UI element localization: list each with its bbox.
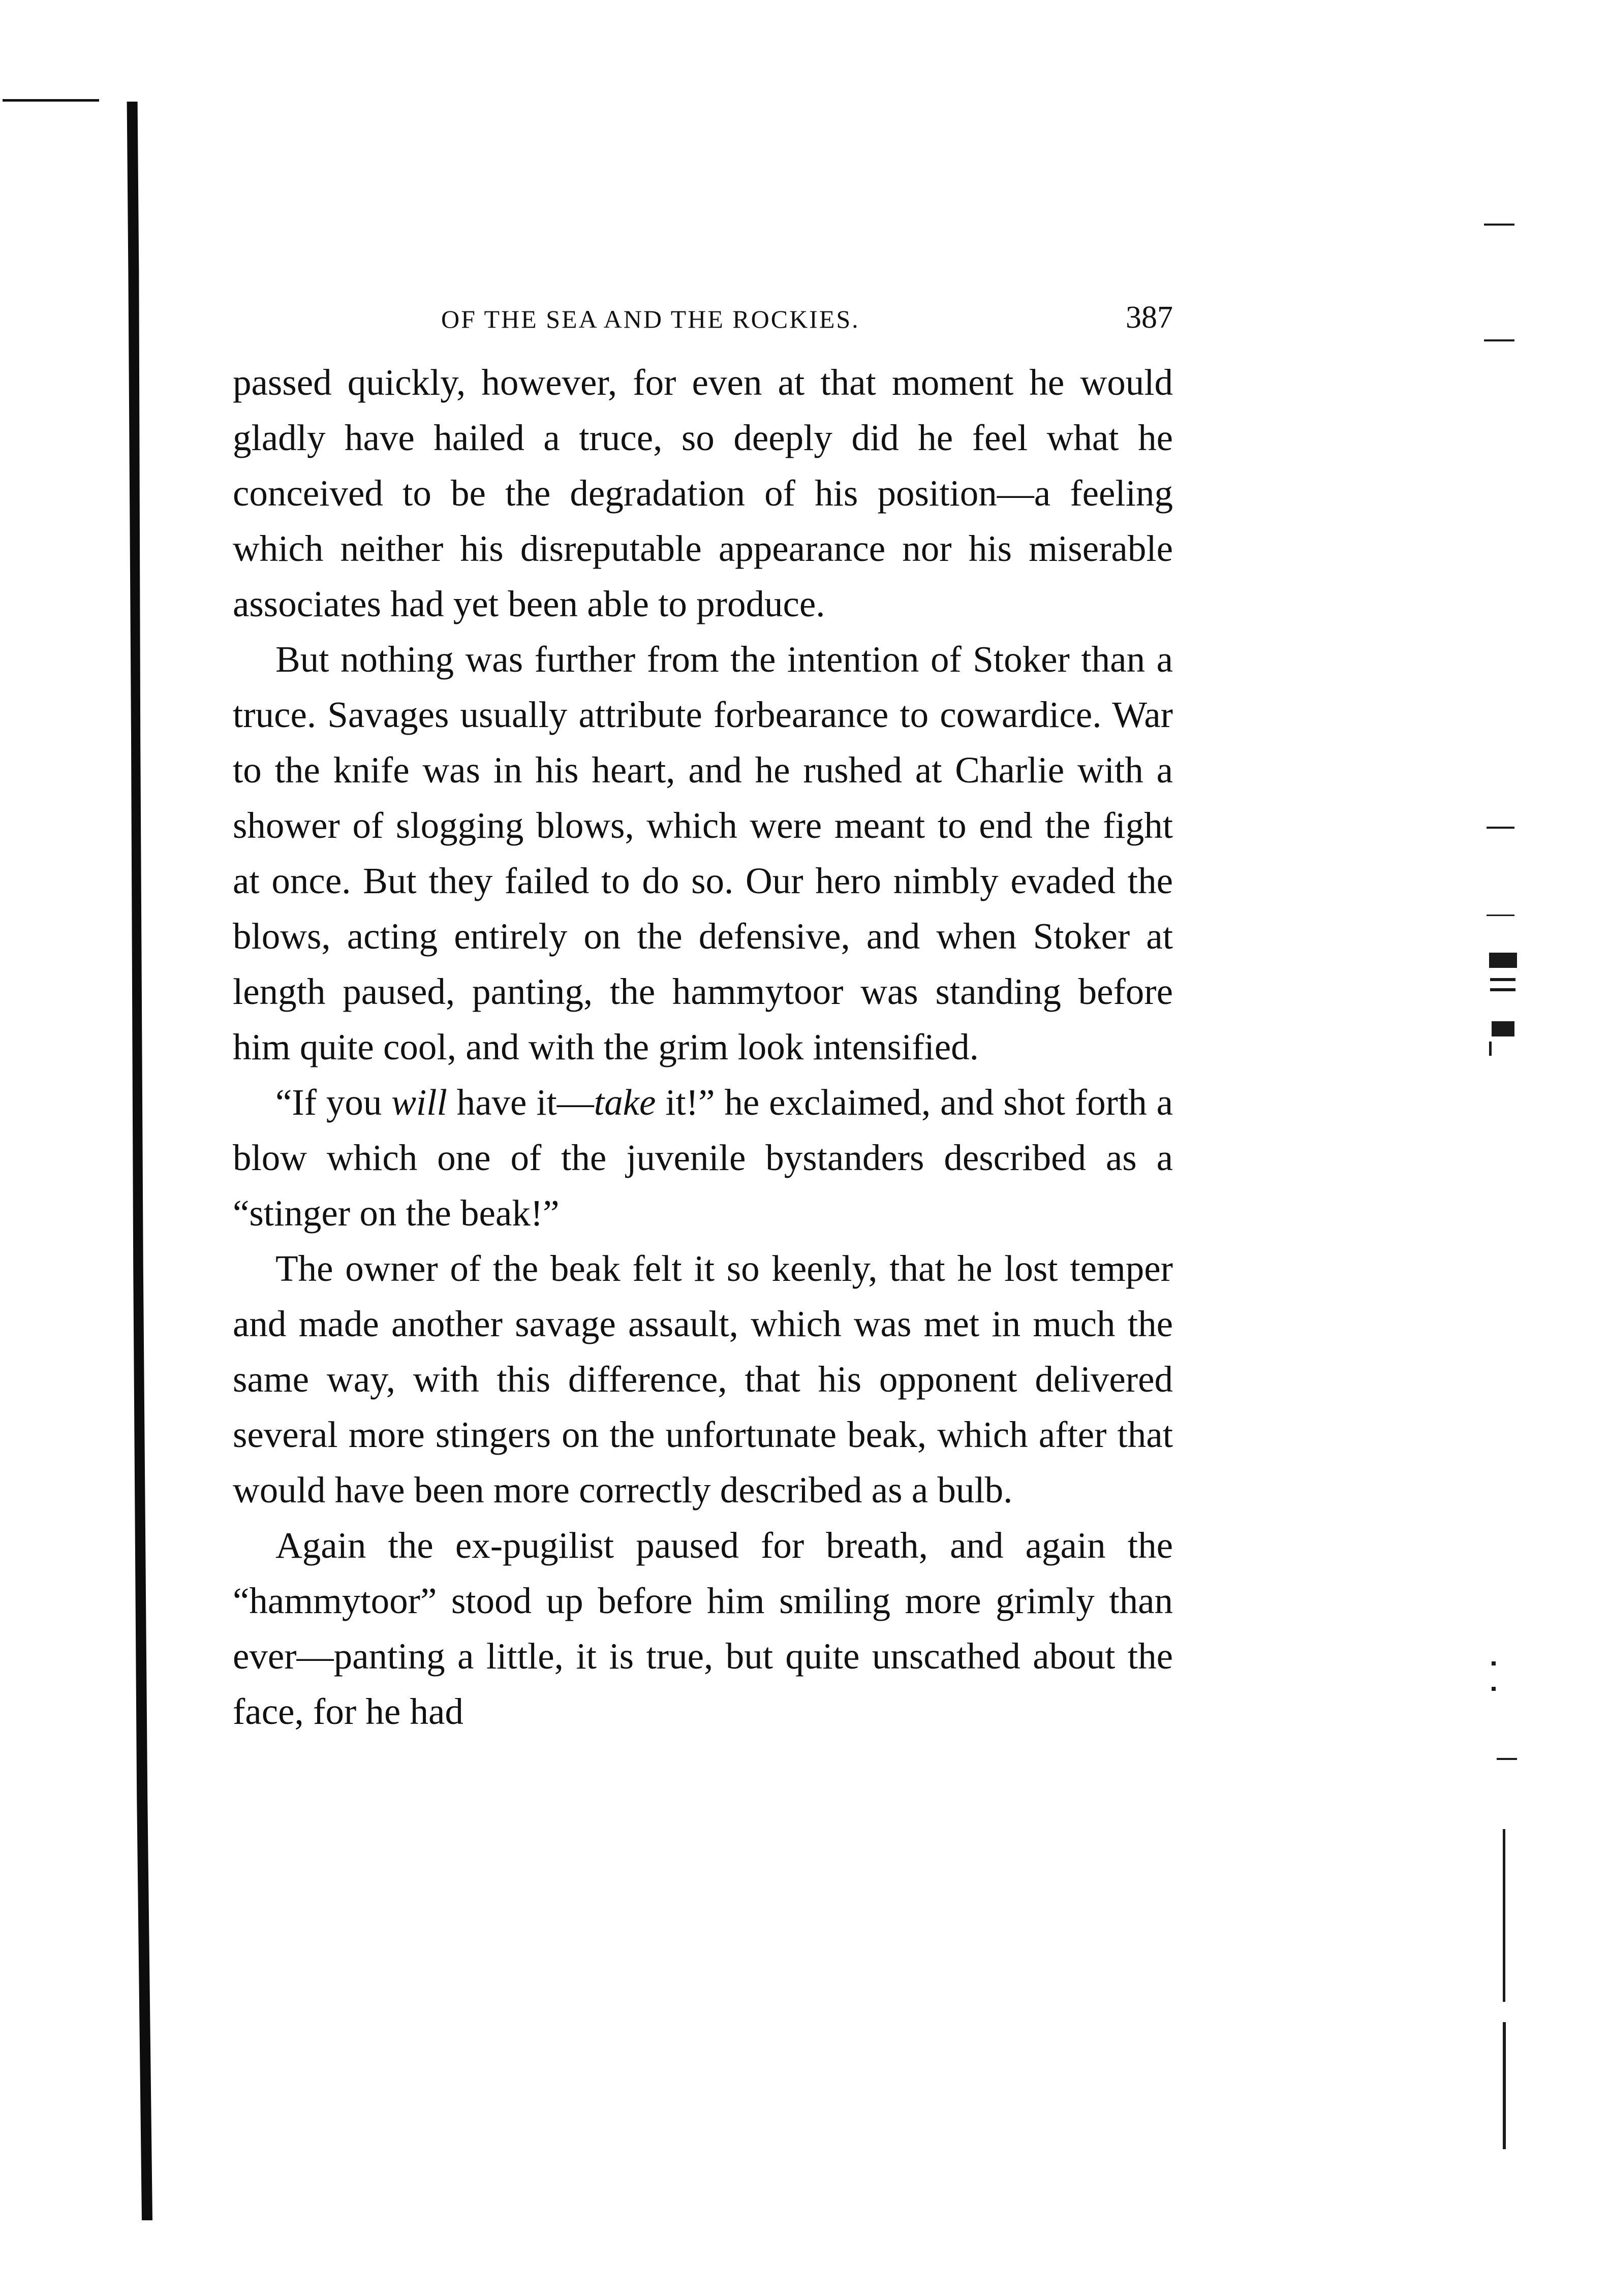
margin-mark: [1489, 1042, 1492, 1056]
margin-mark: [1487, 827, 1514, 829]
dialogue-text: it!” he exclaimed, and shot forth a blow which one of the juvenile bystanders described as a “stinger on the beak!”: [233, 1082, 1173, 1234]
paragraph: Again the ex-pugilist paused for breath, and again the “hammytoor” stood up before him smiling more grimly than ever—panting a little, it is true, but quite unscathed about the face, for he had: [233, 1525, 1173, 1732]
dialogue-text: “If you: [275, 1082, 392, 1123]
margin-mark: [1489, 953, 1517, 968]
margin-mark: [1484, 224, 1514, 226]
margin-mark: [1503, 1829, 1505, 2002]
paragraph: passed quickly, however, for even at that moment he would gladly have hailed a truce, so deeply did he feel what he conceived to be the degradation of his position—a feeling which neither his disreputable appearance nor his miserable associates had yet been able to produce.: [233, 362, 1173, 624]
paragraph: But nothing was further from the intention of Stoker than a truce. Savages usually attribute forbearance to cowardice. War to the knife was in his heart, and he rushed at Charlie with a shower of slogging blows, which were meant to end the fight at once. But they failed to do so. Our hero nimbly evaded the blows, acting entirely on the defensive, and when Stoker at length paused, panting, the hammytoor was standing before him quite cool, and with the grim look intensified.: [233, 639, 1173, 1067]
binding-shadow: [117, 102, 152, 2220]
binding-edge-rule: [3, 99, 99, 102]
margin-mark: [1490, 988, 1515, 991]
margin-mark: [1484, 339, 1514, 341]
margin-mark: [1492, 1661, 1496, 1665]
page-number: 387: [1126, 300, 1173, 335]
running-title: OF THE SEA AND THE ROCKIES.: [441, 305, 860, 333]
margin-mark: [1492, 1687, 1496, 1691]
margin-mark: [1503, 2022, 1506, 2149]
body-text: [233, 355, 1173, 1739]
emphasis-text: take: [594, 1082, 656, 1123]
paragraph: The owner of the beak felt it so keenly, that he lost temper and made another savage assault, which was met in much the same way, with this difference, that his opponent delivered several more stingers on the unfortunate beak, which after that would have been more correctly described as a bulb.: [233, 1248, 1173, 1511]
margin-mark: [1492, 1021, 1514, 1036]
running-head: [233, 300, 1173, 339]
dialogue-text: have it—: [447, 1082, 594, 1123]
margin-mark: [1497, 1758, 1517, 1760]
emphasis-text: will: [391, 1082, 447, 1123]
paragraph: [233, 1075, 1173, 1241]
margin-mark: [1490, 978, 1515, 981]
text-column: [233, 300, 1173, 1739]
margin-mark: [1487, 915, 1514, 916]
